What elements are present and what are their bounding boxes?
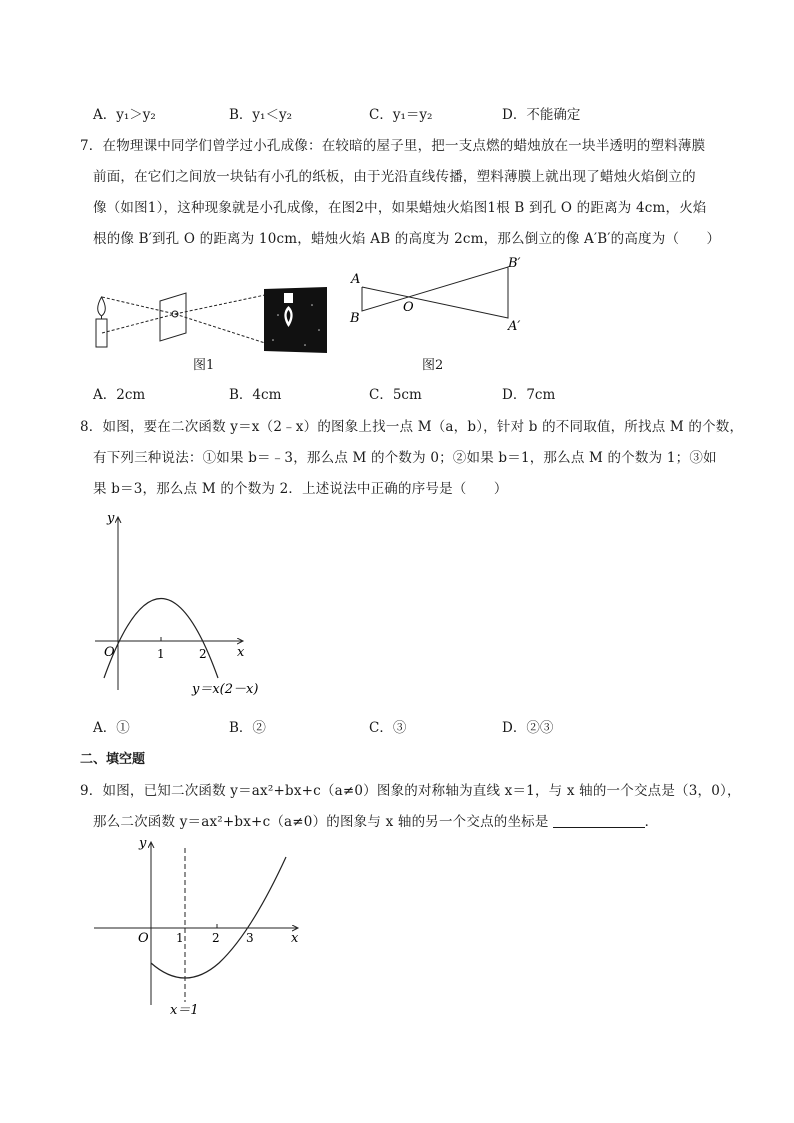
tick-2: 2 — [212, 931, 220, 945]
q7-line4: 根的像 B′到孔 O 的距离为 10cm，蜡烛火焰 AB 的高度为 2cm，那么倒立的像 A′B′的高度为（ ） — [93, 231, 721, 247]
q8-option-b: B．② — [229, 720, 266, 736]
q8-option-d: D．②③ — [502, 720, 554, 736]
q8-line2: 有下列三种说法：①如果 b＝﹣3，那么点 M 的个数为 0；②如果 b＝1，那么点 M 的个数为 1；③如 — [93, 450, 717, 466]
q7-line3: 像（如图1），这种现象就是小孔成像，在图2中，如果蜡烛火焰图1根 B 到孔 O 的距离为 4cm，火焰 — [93, 200, 707, 216]
x-axis-label: x — [291, 931, 299, 946]
label-a: A — [351, 272, 361, 287]
origin-label: O — [104, 645, 115, 660]
symmetry-axis-label: x＝1 — [170, 1003, 199, 1018]
q7-line2: 前面，在它们之间放一块钻有小孔的纸板，由于光沿直线传播，塑料薄膜上就出现了蜡烛火焰倒立的 — [93, 169, 696, 185]
section-title: 二、填空题 — [80, 752, 146, 767]
q9-line2: 那么二次函数 y＝ax²+bx+c（a≠0）的图象与 x 轴的另一个交点的坐标是 — [93, 814, 549, 830]
q8-option-c: C．③ — [369, 720, 407, 736]
pinhole-board — [160, 293, 186, 341]
q9-graph — [90, 830, 310, 1020]
q6-option-d: D．不能确定 — [502, 107, 581, 123]
origin-label: O — [138, 931, 149, 946]
parabola-curve — [151, 857, 286, 978]
y-axis-label: y — [139, 836, 147, 851]
q8-option-a: A．① — [93, 720, 130, 736]
q8-line1: 8．如图，要在二次函数 y＝x（2﹣x）的图象上找一点 M（a，b），针对 b 的不同取值，所找点 M 的个数， — [80, 419, 744, 435]
candle-icon — [96, 297, 107, 347]
tick-1: 1 — [176, 931, 184, 945]
q8-graph — [95, 505, 280, 700]
label-b: B — [350, 311, 360, 326]
answer-blank[interactable] — [553, 815, 645, 828]
label-b-prime: B′ — [508, 256, 521, 271]
q7-option-a: A．2cm — [93, 387, 146, 403]
q7-option-d: D．7cm — [502, 387, 556, 403]
figure1-caption: 图1 — [193, 358, 215, 373]
q7-option-b: B．4cm — [229, 387, 282, 403]
label-o: O — [403, 300, 414, 315]
q7-option-c: C．5cm — [369, 387, 422, 403]
curve-label: y＝x(2－x) — [192, 682, 259, 697]
q6-option-b: B．y₁＜y₂ — [229, 107, 292, 123]
q9-line1: 9．如图，已知二次函数 y＝ax²+bx+c（a≠0）图象的对称轴为直线 x＝1，与 x 轴的一个交点是（3，0）， — [80, 783, 741, 799]
x-axis-label: x — [237, 645, 245, 660]
label-a-prime: A′ — [508, 319, 521, 334]
figure2-caption: 图2 — [422, 358, 444, 373]
q9-line2-end: ． — [644, 814, 659, 830]
q6-option-c: C．y₁＝y₂ — [369, 107, 433, 123]
tick-1: 1 — [157, 647, 165, 661]
q7-line1: 7．在物理课中同学们曾学过小孔成像：在较暗的屋子里，把一支点燃的蜡烛放在一块半透明的塑料薄膜 — [80, 138, 706, 154]
q9-line2-wrap — [93, 810, 658, 830]
q7-figure1 — [90, 285, 330, 355]
q8-line3: 果 b＝3，那么点 M 的个数为 2．上述说法中正确的序号是（ ） — [93, 481, 508, 497]
q6-option-a: A．y₁＞y₂ — [93, 107, 156, 123]
tick-2: 2 — [199, 647, 207, 661]
tick-3: 3 — [246, 931, 254, 945]
y-axis-label: y — [107, 511, 115, 526]
q7-figure2 — [340, 250, 540, 340]
screen-film — [264, 287, 327, 353]
